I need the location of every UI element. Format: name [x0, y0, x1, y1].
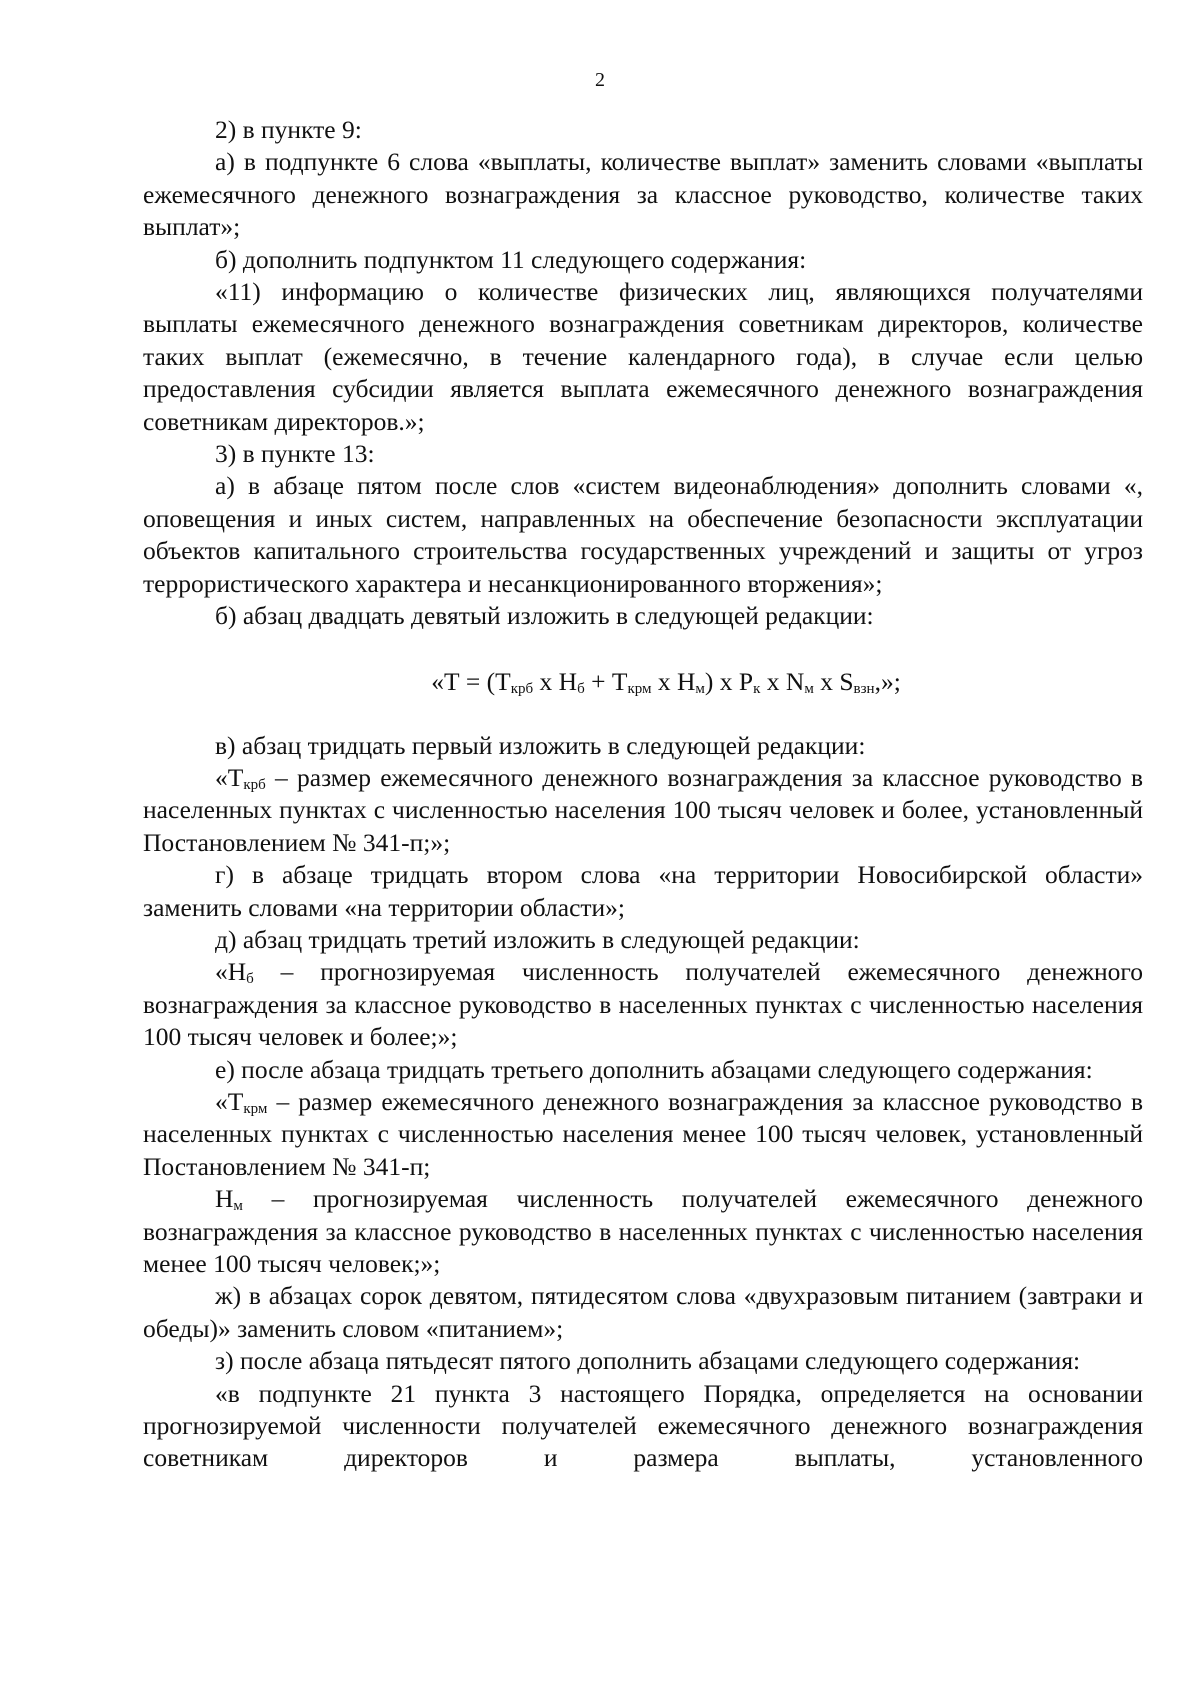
formula-part: х Н: [651, 666, 696, 696]
formula-subscript: взн: [853, 680, 875, 697]
symbol: «Т: [215, 1086, 244, 1116]
formula-part: + Т: [584, 666, 628, 696]
formula-subscript: м: [804, 680, 814, 697]
definition-text: – размер ежемесячного денежного вознаграждения за классное руководство в населенных пунктах с численностью населения менее 100 тысяч человек, установленный Постановлением № 341-п;: [143, 1086, 1143, 1181]
definition-text: – прогнозируемая численность получателей ежемесячного денежного вознаграждения за классное руководство в населенных пунктах с численностью населения менее 100 тысяч человек;»;: [143, 1184, 1143, 1278]
paragraph-nm-definition: [143, 1183, 1143, 1280]
symbol-subscript: крб: [243, 776, 266, 793]
paragraph-3d: д) абзац тридцать третий изложить в следующей редакции:: [215, 924, 860, 954]
symbol: Н: [215, 1184, 234, 1214]
symbol-subscript: крм: [243, 1100, 268, 1117]
formula-part: ) х Р: [704, 666, 754, 696]
page-number: 2: [595, 69, 605, 91]
formula-subscript: к: [753, 680, 761, 697]
paragraph-nb-definition: [143, 956, 1143, 1053]
paragraph-3v: в) абзац тридцать первый изложить в следующей редакции:: [215, 730, 866, 760]
symbol-subscript: б: [246, 971, 254, 988]
paragraph-subpoint-21: «в подпункте 21 пункта 3 настоящего Порядка, определяется на основании прогнозируемой численности получателей ежемесячного денежного вознаграждения советникам директоров и размера выплаты, установленного: [143, 1378, 1143, 1473]
paragraph-2b: б) дополнить подпунктом 11 следующего содержания:: [215, 244, 807, 274]
paragraph-3a: а) в абзаце пятом после слов «систем видеонаблюдения» дополнить словами «, оповещения и иных систем, направленных на обеспечение безопасности эксплуатации объектов капитального строительства государственных учреждений и защиты от угроз террористического характера и несанкционированного вторжения»;: [143, 471, 1143, 598]
paragraph-point-3: 3) в пункте 13:: [215, 439, 375, 469]
paragraph-3e: е) после абзаца тридцать третьего дополнить абзацами следующего содержания:: [215, 1054, 1093, 1084]
definition-text: – размер ежемесячного денежного вознаграждения за классное руководство в населенных пунктах с численностью населения 100 тысяч человек и более, установленный Постановлением № 341-п;»;: [143, 762, 1143, 857]
formula-subscript: м: [695, 680, 705, 697]
formula-part: х S: [813, 666, 854, 696]
paragraph-subpoint-11: «11) информацию о количестве физических лиц, являющихся получателями выплаты ежемесячного денежного вознаграждения советникам директоров, количестве таких выплат (ежемесячно, в течение календарного года), в случае если целью предоставления субсидии является выплата ежемесячного денежного вознаграждения советникам директоров.»;: [143, 277, 1143, 436]
formula-part: х Н: [533, 666, 578, 696]
paragraph-3zh: ж) в абзацах сорок девятом, пятидесятом слова «двухразовым питанием (завтраки и обеды)» заменить словом «питанием»;: [143, 1281, 1143, 1343]
definition-text: – прогнозируемая численность получателей ежемесячного денежного вознаграждения за классное руководство в населенных пунктах с численностью населения 100 тысяч человек и более;»;: [143, 957, 1143, 1052]
symbol: «Т: [215, 762, 244, 792]
formula-part: ,»;: [874, 666, 901, 696]
formula-subscript: крб: [510, 680, 534, 697]
symbol: «Н: [215, 957, 247, 987]
paragraph-tkrm-definition: [143, 1086, 1143, 1183]
paragraph-2a: а) в подпункте 6 слова «выплаты, количестве выплат» заменить словами «выплаты ежемесячного денежного вознаграждения за классное руководство, количестве таких выплат»;: [143, 147, 1143, 242]
document-body: [143, 114, 1143, 1475]
formula-part: «Т = (Т: [431, 666, 511, 696]
formula-part: х N: [760, 666, 805, 696]
formula-subscript: крм: [627, 680, 652, 697]
paragraph-3z: з) после абзаца пятьдесят пятого дополнить абзацами следующего содержания:: [215, 1346, 1081, 1376]
paragraph-tkrb-definition: [143, 762, 1143, 859]
paragraph-3g: г) в абзаце тридцать втором слова «на территории Новосибирской области» заменить словами «на территории области»;: [143, 860, 1143, 922]
formula-subscript: б: [577, 680, 585, 697]
symbol-subscript: м: [233, 1198, 243, 1215]
paragraph-3b: б) абзац двадцать девятый изложить в следующей редакции:: [215, 601, 874, 631]
paragraph-point-2: 2) в пункте 9:: [215, 115, 362, 144]
formula: [143, 633, 1143, 730]
